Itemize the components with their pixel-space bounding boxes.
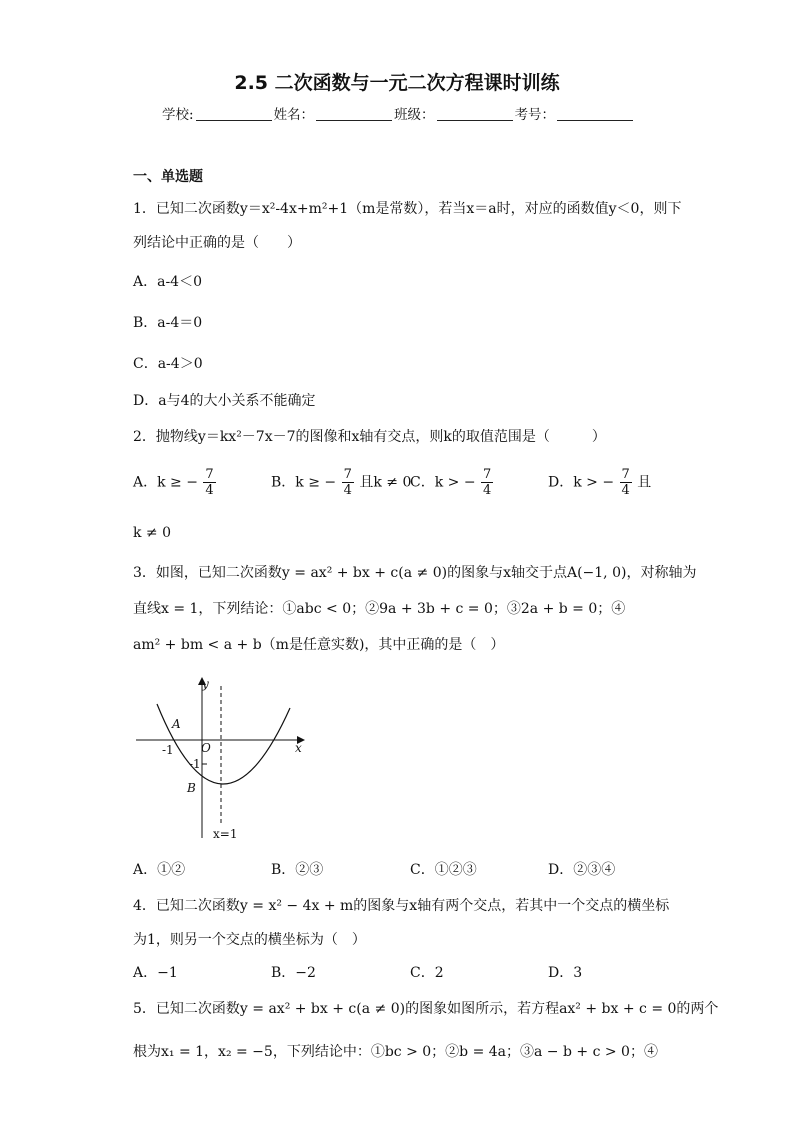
q1-option-c[interactable]: C．a-4＞0 — [133, 356, 203, 372]
q2-option-b[interactable] — [271, 467, 411, 498]
q2-option-d-continued: k ≠ 0 — [133, 525, 172, 541]
q4-option-c[interactable]: C．2 — [410, 965, 444, 981]
q3-stem-line3: am² + bm < a + b（m是任意实数)，其中正确的是（ ） — [133, 637, 505, 653]
student-info-row — [162, 103, 642, 123]
q3-stem-line2: 直线x = 1，下列结论：①abc < 0；②9a + 3b + c = 0；③2a + b = 0；④ — [133, 601, 626, 617]
q1-option-b[interactable]: B．a-4＝0 — [133, 315, 203, 331]
q2-d-fraction: $\frac{7}{4}$ — [621, 467, 630, 498]
q3-option-c[interactable]: C．①②③ — [410, 862, 477, 878]
q4-stem-line1: 4．已知二次函数y = x² − 4x + m的图象与x轴有两个交点，若其中一个交点的横坐标 — [133, 898, 670, 914]
y-axis-label: y — [202, 677, 209, 691]
q2-d-suffix: 且 — [637, 474, 652, 491]
number-blank[interactable] — [557, 106, 633, 121]
origin-label: O — [201, 741, 211, 755]
q2-c-text: C．k > − — [410, 474, 476, 491]
x-minus1-label: -1 — [162, 743, 174, 757]
q3-option-b[interactable]: B．②③ — [271, 862, 324, 878]
q3-parabola-figure — [130, 672, 310, 842]
parabola-curve — [157, 704, 290, 784]
q3-option-d[interactable]: D．②③④ — [548, 862, 616, 878]
q1-option-a[interactable]: A．a-4＜0 — [133, 274, 203, 290]
q1-stem-line1: 1．已知二次函数y＝x²-4x+m²+1（m是常数），若当x＝a时，对应的函数值y＜0，则下 — [133, 201, 682, 217]
q2-stem: 2．抛物线y＝kx²－7x－7的图像和x轴有交点，则k的取值范围是（ ） — [133, 429, 606, 445]
school-label: 学校: — [162, 107, 194, 123]
q4-option-b[interactable]: B．−2 — [271, 965, 316, 981]
class-blank[interactable] — [437, 106, 513, 121]
q2-c-fraction: $\frac{7}{4}$ — [483, 467, 492, 498]
q1-stem-line2: 列结论中正确的是（ ） — [133, 235, 301, 251]
x-axis-label: x — [295, 741, 302, 755]
name-blank[interactable] — [316, 106, 392, 121]
q2-option-c[interactable] — [410, 467, 494, 498]
q5-stem-line2: 根为x₁ = 1，x₂ = −5，下列结论中：①bc > 0；②b = 4a；③a − b + c > 0；④ — [133, 1044, 658, 1060]
q2-a-fraction: $\frac{7}{4}$ — [205, 467, 214, 498]
school-blank[interactable] — [196, 106, 272, 121]
q2-option-d[interactable] — [548, 467, 651, 498]
name-label: 姓名： — [273, 107, 315, 123]
q5-stem-line1: 5．已知二次函数y = ax² + bx + c(a ≠ 0)的图象如图所示，若方程ax² + bx + c = 0的两个 — [133, 1001, 719, 1017]
q2-d-text: D．k > − — [548, 474, 615, 491]
q4-stem-line2: 为1，则另一个交点的横坐标为（ ） — [133, 932, 366, 948]
q4-option-a[interactable]: A．−1 — [133, 965, 178, 981]
q3-option-a[interactable]: A．①② — [133, 862, 186, 878]
y-minus1-label: -1 — [189, 757, 201, 771]
class-label: 班级： — [394, 107, 435, 123]
q2-b-text: B．k ≥ − — [271, 474, 337, 491]
q4-option-d[interactable]: D．3 — [548, 965, 583, 981]
q3-stem-line1: 3．如图，已知二次函数y = ax² + bx + c(a ≠ 0)的图象与x轴交于点A(−1, 0)，对称轴为 — [133, 565, 697, 581]
page-title: 2.5 二次函数与一元二次方程课时训练 — [234, 72, 560, 94]
q2-option-a[interactable] — [133, 467, 217, 498]
symmetry-axis-label: x=1 — [213, 827, 238, 841]
q2-b-suffix: 且k ≠ 0 — [359, 474, 412, 491]
section-heading: 一、单选题 — [133, 169, 203, 185]
q2-a-text: A．k ≥ − — [133, 474, 198, 491]
point-a-label: A — [172, 717, 181, 731]
q1-option-d[interactable]: D．a与4的大小关系不能确定 — [133, 393, 316, 409]
point-b-label: B — [187, 781, 196, 795]
q2-b-fraction: $\frac{7}{4}$ — [343, 467, 352, 498]
number-label: 考号： — [514, 107, 556, 123]
